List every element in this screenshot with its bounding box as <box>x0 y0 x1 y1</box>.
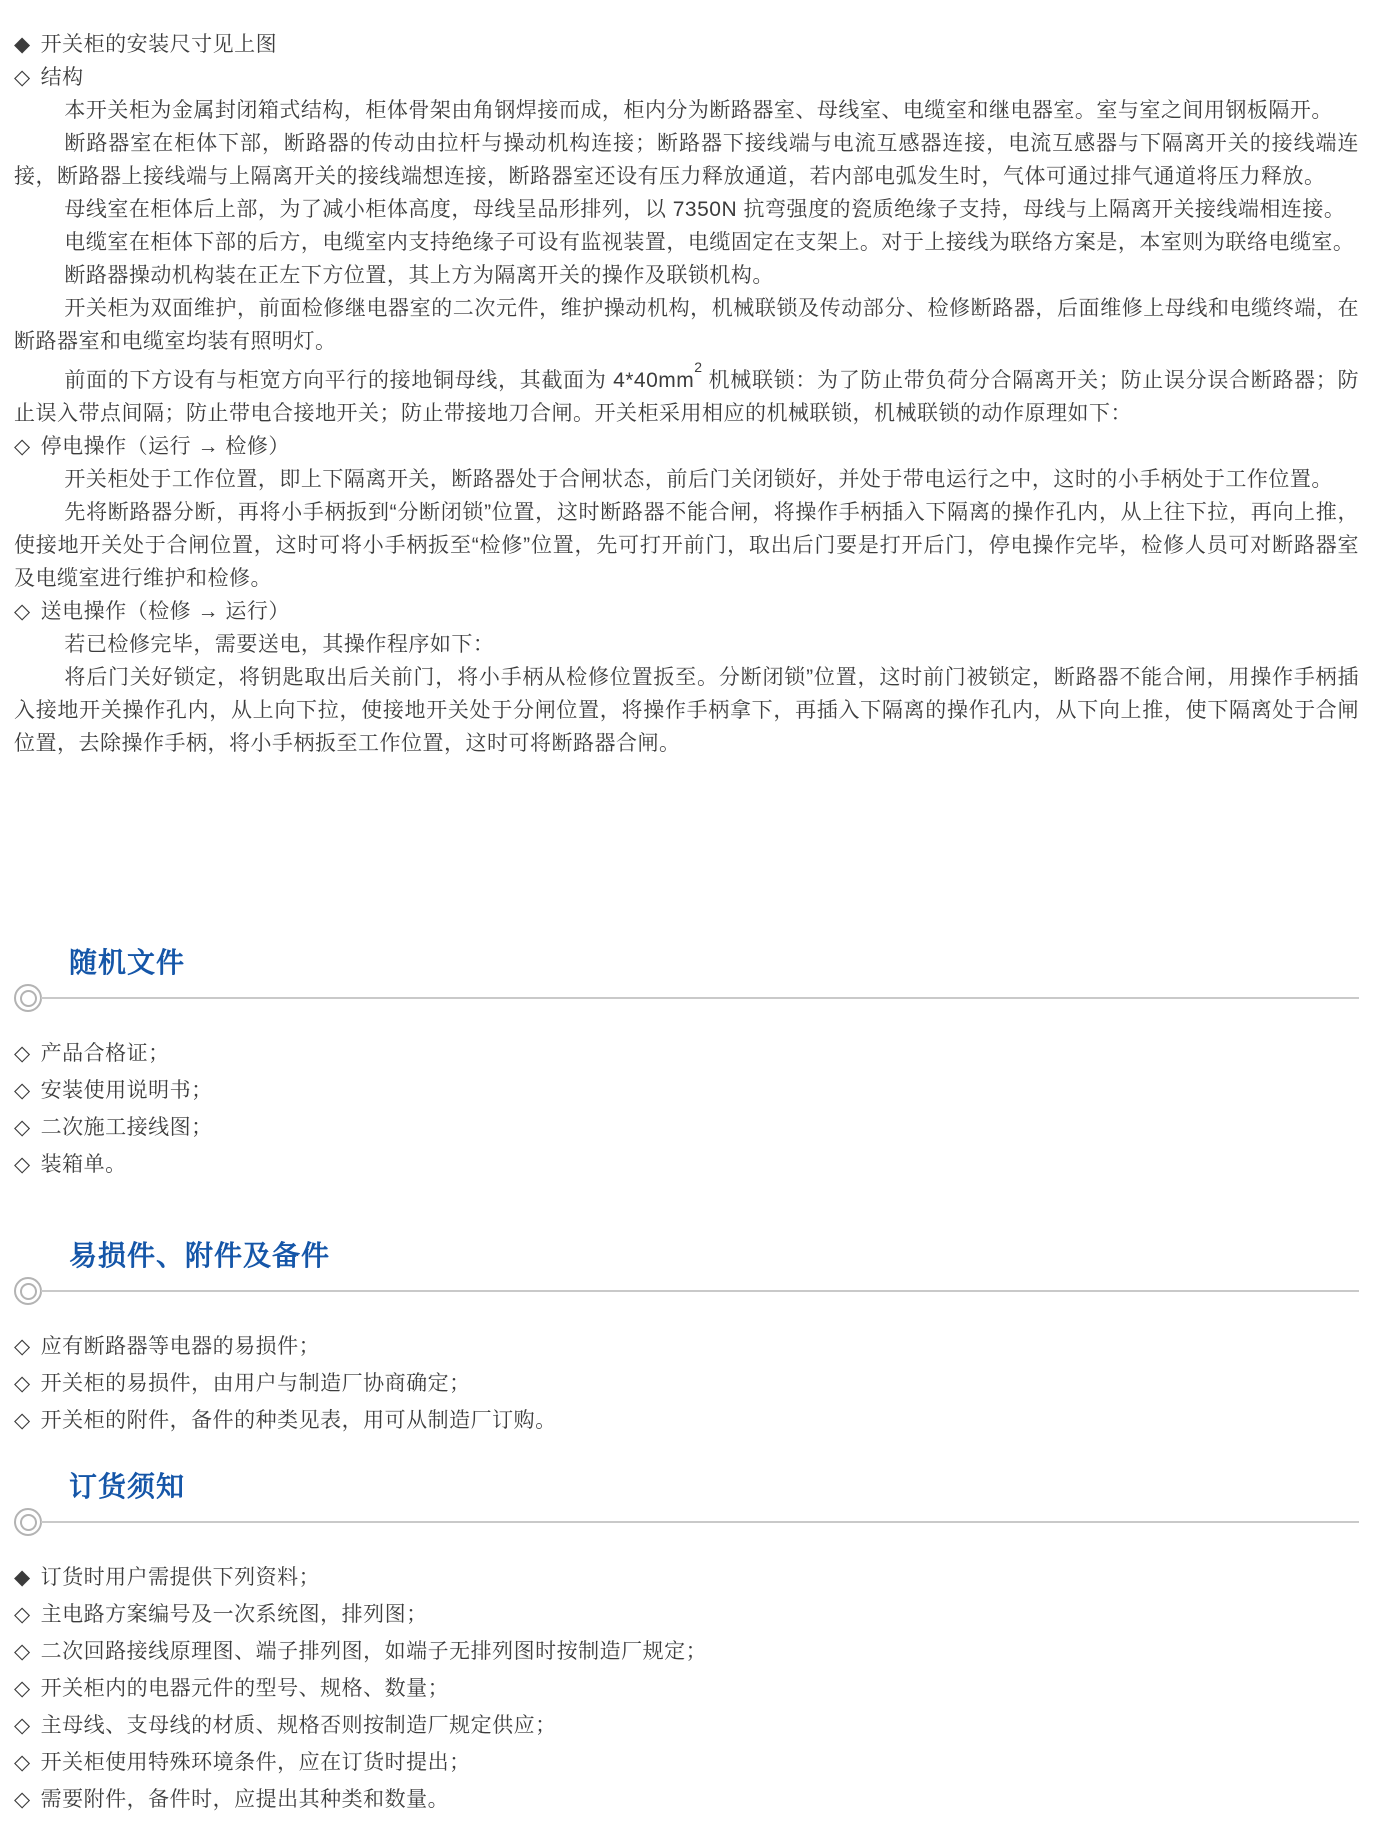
ring-inner-icon <box>20 1283 37 1300</box>
paragraph: 断路器室在柜体下部，断路器的传动由拉杆与操动机构连接；断路器下接线端与电流互感器连接，电流互感器与下隔离开关的接线端连接，断路器上接线端与上隔离开关的接线端想连接，断路器室还设有压力释放通道，若内部电弧发生时，气体可通过排气通道将压力释放。 <box>14 132 1359 188</box>
list-item <box>14 1109 1359 1146</box>
hollow-diamond-icon: ◇ <box>14 1153 31 1176</box>
section-title: 易损件、附件及备件 <box>69 1240 331 1271</box>
list-item-text: 二次施工接线图； <box>40 1116 213 1139</box>
hollow-diamond-icon: ◇ <box>14 600 31 623</box>
hollow-diamond-icon: ◇ <box>14 1116 31 1139</box>
hollow-diamond-icon: ◇ <box>14 1042 31 1065</box>
paragraph-text: 机械联锁：为了防止带负荷分合隔离开关；防止误分误合断路器；防止误入带点间隔；防止带电合接地开关；防止带接地刀合闸。开关柜采用相应的机械联锁，机械联锁的动作原理如下： <box>14 369 1359 425</box>
ring-icon <box>14 1277 42 1305</box>
section-ordering-notes <box>14 1469 1359 1818</box>
paragraph: 断路器操动机构装在正左下方位置，其上方为隔离开关的操作及联锁机构。 <box>64 264 774 287</box>
ring-icon <box>14 984 42 1012</box>
list-item <box>14 1402 1359 1439</box>
ring-inner-icon <box>20 990 37 1007</box>
bullet-item <box>14 61 1359 94</box>
paragraph: 开关柜为双面维护，前面检修继电器室的二次元件，维护操动机构，机械联锁及传动部分、检修断路器，后面维修上母线和电缆终端，在断路器室和电缆室均装有照明灯。 <box>14 297 1359 353</box>
section-divider <box>14 1276 1359 1306</box>
list-item-text: 开关柜的附件，备件的种类见表，用可从制造厂订购。 <box>40 1409 557 1432</box>
list-item-text: 安装使用说明书； <box>40 1079 213 1102</box>
paragraph: 将后门关好锁定，将钥匙取出后关前门，将小手柄从检修位置扳至。分断闭锁”位置，这时前门被锁定，断路器不能合闸，用操作手柄插入接地开关操作孔内，从上向下拉，使接地开关处于分闸位置，将操作手柄拿下，再插入下隔离的操作孔内，从下向上推，使下隔离处于合闸位置，去除操作手柄，将小手柄扳至工作位置，这时可将断路器合闸。 <box>14 666 1359 755</box>
list-item <box>14 1670 1359 1707</box>
list-item-text: 装箱单。 <box>40 1153 127 1176</box>
list-item-text: 应有断路器等电器的易损件； <box>40 1335 321 1358</box>
paragraph: 本开关柜为金属封闭箱式结构，柜体骨架由角钢焊接而成，柜内分为断路器室、母线室、电缆室和继电器室。室与室之间用钢板隔开。 <box>64 99 1333 122</box>
hollow-diamond-icon: ◇ <box>14 66 31 89</box>
section-divider <box>14 983 1359 1013</box>
list-item-text: 开关柜使用特殊环境条件，应在订货时提出； <box>40 1751 471 1774</box>
section-item-list <box>14 1559 1359 1818</box>
list-item-text: 开关柜的易损件，由用户与制造厂协商确定； <box>40 1372 471 1395</box>
list-item-text: 主母线、支母线的材质、规格否则按制造厂规定供应； <box>40 1714 557 1737</box>
bullet-text: 开关柜的安装尺寸见上图 <box>40 33 278 56</box>
paragraph: 开关柜处于工作位置，即上下隔离开关，断路器处于合闸状态，前后门关闭锁好，并处于带电运行之中，这时的小手柄处于工作位置。 <box>64 468 1333 491</box>
divider-line <box>41 1521 1359 1523</box>
list-item <box>14 1146 1359 1183</box>
list-item <box>14 1328 1359 1365</box>
list-item <box>14 1072 1359 1109</box>
bullet-text: 停电操作（运行 → 检修） <box>40 435 290 458</box>
bullet-text: 结构 <box>40 66 84 89</box>
hollow-diamond-icon: ◇ <box>14 1714 31 1737</box>
list-item-text: 开关柜内的电器元件的型号、规格、数量； <box>40 1677 450 1700</box>
paragraph-text: 前面的下方设有与柜宽方向平行的接地铜母线，其截面为 4*40mm <box>64 369 695 392</box>
hollow-diamond-icon: ◇ <box>14 1079 31 1102</box>
hollow-diamond-icon: ◇ <box>14 1677 31 1700</box>
section-wearing-parts <box>14 1238 1359 1439</box>
divider-line <box>41 997 1359 999</box>
list-item <box>14 1035 1359 1072</box>
list-item-text: 订货时用户需提供下列资料； <box>40 1566 321 1589</box>
paragraph: 母线室在柜体后上部，为了减小柜体高度，母线呈品形排列，以 7350N 抗弯强度的瓷质绝缘子支持，母线与上隔离开关接线端相连接。 <box>64 198 1346 221</box>
filled-diamond-icon: ◆ <box>14 33 31 56</box>
list-item <box>14 1781 1359 1818</box>
hollow-diamond-icon: ◇ <box>14 1751 31 1774</box>
paragraph: 电缆室在柜体下部的后方，电缆室内支持绝缘子可设有监视装置，电缆固定在支架上。对于上接线为联络方案是，本室则为联络电缆室。 <box>64 231 1355 254</box>
hollow-diamond-icon: ◇ <box>14 1335 31 1358</box>
list-item <box>14 1744 1359 1781</box>
bullet-item <box>14 595 1359 628</box>
hollow-diamond-icon: ◇ <box>14 1640 31 1663</box>
superscript: 2 <box>694 359 703 375</box>
intro-section <box>14 28 1359 760</box>
section-item-list <box>14 1035 1359 1183</box>
hollow-diamond-icon: ◇ <box>14 1409 31 1432</box>
section-divider <box>14 1507 1359 1537</box>
list-item <box>14 1596 1359 1633</box>
list-item <box>14 1707 1359 1744</box>
ring-inner-icon <box>20 1514 37 1531</box>
list-item <box>14 1559 1359 1596</box>
paragraph: 若已检修完毕，需要送电，其操作程序如下： <box>64 633 495 656</box>
hollow-diamond-icon: ◇ <box>14 1788 31 1811</box>
list-item-text: 需要附件，备件时，应提出其种类和数量。 <box>40 1788 450 1811</box>
list-item <box>14 1633 1359 1670</box>
list-item <box>14 1365 1359 1402</box>
bullet-item <box>14 430 1359 463</box>
ring-icon <box>14 1508 42 1536</box>
section-included-documents <box>14 945 1359 1183</box>
hollow-diamond-icon: ◇ <box>14 1603 31 1626</box>
section-title: 订货须知 <box>69 1471 186 1502</box>
section-title: 随机文件 <box>69 947 186 978</box>
hollow-diamond-icon: ◇ <box>14 435 31 458</box>
bullet-item <box>14 28 1359 61</box>
bullet-text: 送电操作（检修 → 运行） <box>40 600 290 623</box>
hollow-diamond-icon: ◇ <box>14 1372 31 1395</box>
list-item-text: 主电路方案编号及一次系统图，排列图； <box>40 1603 428 1626</box>
paragraph <box>14 358 1359 430</box>
filled-diamond-icon: ◆ <box>14 1566 31 1589</box>
paragraph: 先将断路器分断，再将小手柄扳到“分断闭锁”位置，这时断路器不能合闸，将操作手柄插入下隔离的操作孔内，从上往下拉，再向上推，使接地开关处于合闸位置，这时可将小手柄扳至“检修”位置，先可打开前门，取出后门要是打开后门，停电操作完毕，检修人员可对断路器室及电缆室进行维护和检修。 <box>14 501 1359 590</box>
section-item-list <box>14 1328 1359 1439</box>
divider-line <box>41 1290 1359 1292</box>
list-item-text: 产品合格证； <box>40 1042 170 1065</box>
list-item-text: 二次回路接线原理图、端子排列图，如端子无排列图时按制造厂规定； <box>40 1640 708 1663</box>
